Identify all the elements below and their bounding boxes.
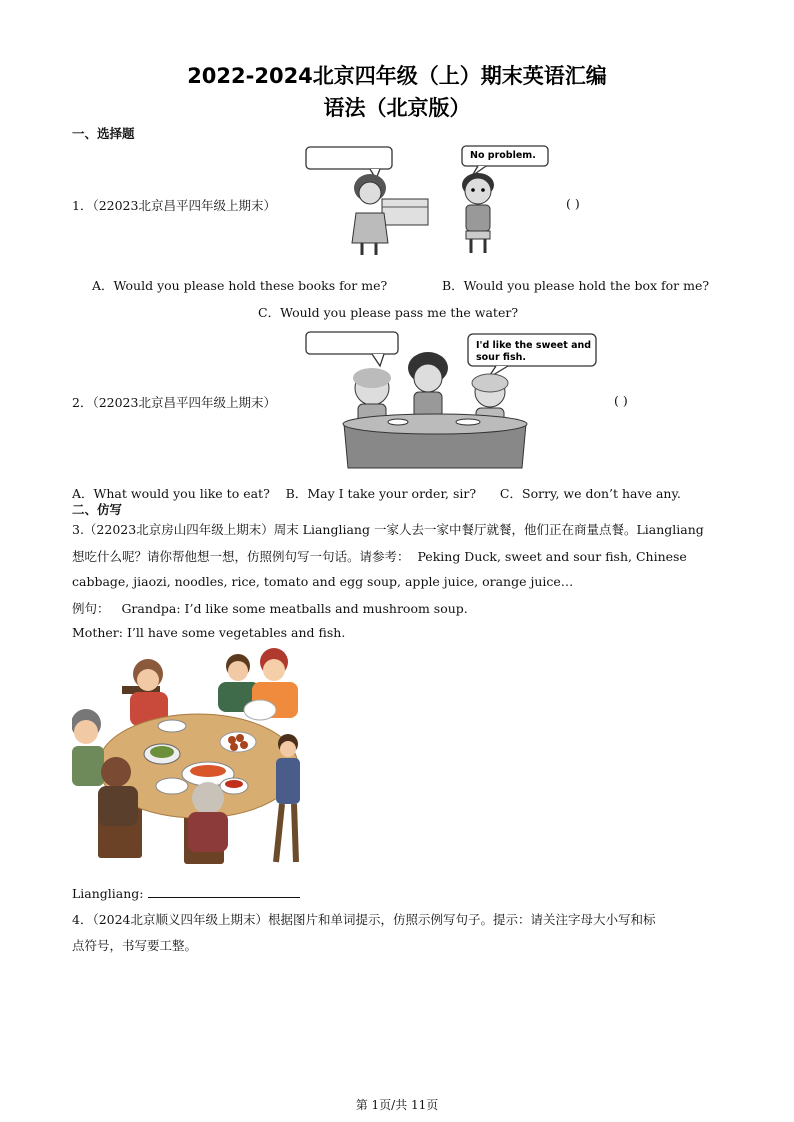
q3-example-grandpa: Grandpa: I’d like some meatballs and mushroom soup.	[121, 601, 468, 616]
q1-stem: 1．（22023北京昌平四年级上期末）	[72, 198, 276, 213]
q4-line-1: 4．（2024北京顺义四年级上期末）根据图片和单词提示，仿照示例写句子。提示：请关注字母大小写和标	[72, 912, 656, 927]
q3-example-label: 例句：	[72, 601, 110, 616]
q1-option-c[interactable]: C．Would you please pass me the water?	[258, 305, 519, 320]
q1-option-b[interactable]: B．Would you please hold the box for me?	[442, 278, 710, 293]
q1-answer-paren[interactable]: ( )	[566, 196, 580, 211]
section-heading-multiple-choice: 一、选择题	[72, 126, 135, 141]
q2-answer-paren[interactable]: ( )	[614, 393, 628, 408]
document-subtitle: 语法（北京版）	[323, 96, 471, 120]
q3-line-3: cabbage, jiaozi, noodles, rice, tomato and egg soup, apple juice, orange juice…	[72, 574, 574, 589]
q4-line-2: 点符号，书写要工整。	[72, 938, 198, 953]
q1-option-a[interactable]: A．Would you please hold these books for me?	[92, 278, 388, 293]
q3-answer-label: Liangliang:	[72, 886, 144, 901]
q2-options[interactable]: A．What would you like to eat? B．May I take your order, sir? C．Sorry, we don’t have any.	[72, 486, 681, 501]
q3-example-mother: Mother: I’ll have some vegetables and fish.	[72, 625, 346, 640]
q3-family-dinner-illustration	[72, 646, 304, 874]
q3-answer-row	[72, 885, 300, 901]
q1-bubble-no-problem: No problem.	[470, 150, 536, 161]
q3-line-2: 想吃什么呢？请你帮他想一想，仿照例句写一句话。请参考： Peking Duck, sweet and sour fish, Chinese	[72, 549, 687, 564]
document-title: 2022-2024北京四年级（上）期末英语汇编	[187, 64, 607, 88]
q2-bubble-sweet-sour-fish: I'd like the sweet and sour fish.	[476, 340, 592, 363]
q3-example-row	[72, 599, 468, 617]
q3-answer-blank[interactable]	[148, 885, 300, 898]
section-heading-imitation-writing: 二、仿写	[72, 502, 123, 517]
q2-stem: 2．（22023北京昌平四年级上期末）	[72, 395, 276, 410]
page-number: 第 1页/共 11页	[355, 1098, 439, 1112]
q3-line-1: 3.（22023北京房山四年级上期末）周末 Liangliang 一家人去一家中餐厅就餐，他们正在商量点餐。Liangliang	[72, 522, 704, 537]
